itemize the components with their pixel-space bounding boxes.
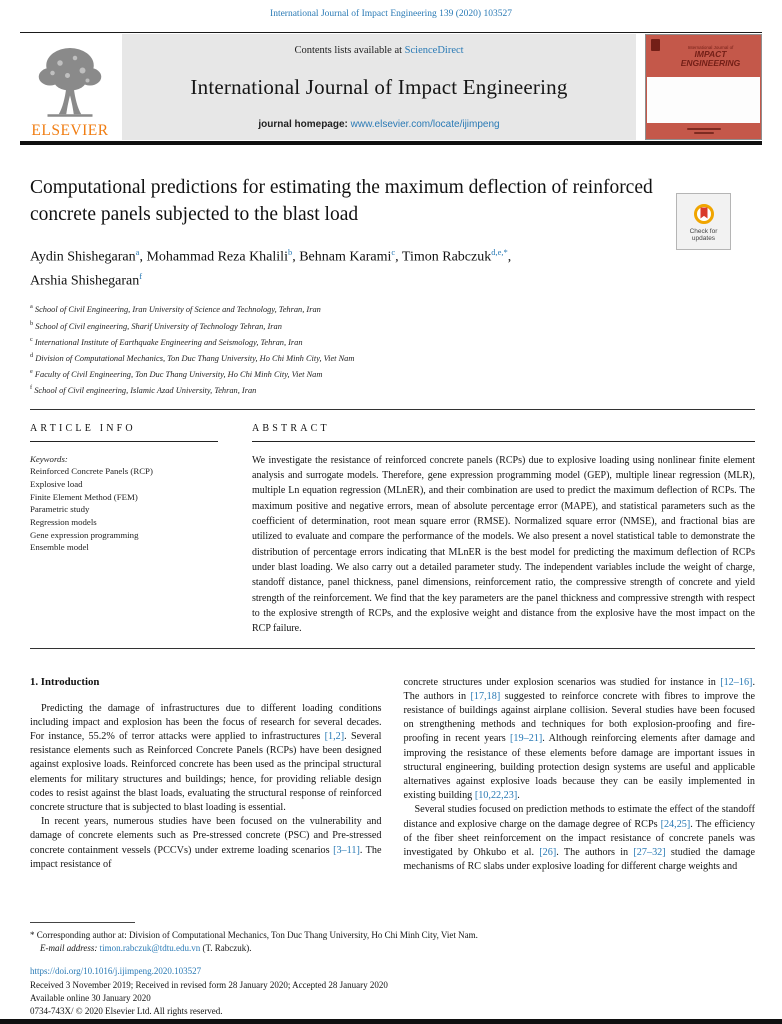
affiliation-row (30, 317, 752, 333)
introduction-section (30, 676, 755, 875)
text-run: . The efficiency of the fiber sheet reinforcement on the impact resistance of concrete panels was investigated by Ohkubo et al. (403, 818, 755, 859)
text-run: . Although reinforcing elements after damage and improving the resistance of these elements before damage are important issues in structural engineering, building protection design systems are useful and applicable alternatives against explosive loads because they can be easily implemented in existing building (403, 733, 755, 802)
text-run: Predicting the damage of infrastructures due to different loading conditions including impact and explosion has been the focus of research for several decades. For instance, 55.2% of terror attacks were applied to infrastructures (30, 702, 382, 743)
cover-header (646, 35, 761, 77)
body-columns (30, 676, 755, 875)
keyword-item: Explosive load (30, 478, 83, 489)
text-run: suggested to reinforce concrete with fibres to improve the resistance of buildings against airplane collision. Several studies have been focused on strengthening methods and techniques for both explosion-proofing and fire-proofing in recent years (403, 690, 755, 745)
text-run: . (517, 790, 520, 802)
affiliation-marker: b (30, 319, 34, 327)
author-line (30, 243, 752, 267)
keyword-item: Finite Element Method (FEM) (30, 491, 138, 502)
email-line (30, 942, 755, 955)
contents-line (294, 45, 463, 56)
keyword-item: Gene expression programming (30, 529, 139, 540)
text-run: . The authors in (403, 676, 755, 702)
page-footer (30, 922, 755, 1018)
elsevier-wordmark: ELSEVIER (31, 122, 109, 139)
article-info-abstract-section (30, 423, 755, 637)
available-online: Available online 30 January 2020 (30, 992, 151, 1003)
cover-journal-line: International Journal of (687, 45, 734, 50)
author-name: Mohammad Reza Khalili (146, 249, 288, 265)
author-affiliation-ref: f (139, 271, 143, 282)
elsevier-logo (20, 33, 120, 141)
doi-link[interactable]: https://doi.org/10.1016/j.ijimpeng.2020.103527 (30, 966, 202, 977)
journal-banner (122, 34, 636, 140)
body-paragraph (404, 803, 756, 874)
running-head-citation[interactable]: International Journal of Impact Engineering 139 (2020) 103527 (270, 9, 512, 19)
abstract-rule (252, 441, 755, 442)
affiliation-marker: c (30, 335, 33, 343)
text-run: . The impact resistance of (30, 844, 382, 870)
homepage-line (258, 119, 499, 130)
citation-link[interactable]: [26] (539, 847, 557, 859)
citation-link[interactable]: [27–32] (633, 847, 666, 859)
text-run: . Several resistance elements such as Reinforced Concrete Panels (RCPs) have been designed against explosive loads. Reinforced concrete has been used as the principal structural elements for military structures and buildings; hence, for providing reliable design codes to resist against the blast loads, evaluating the structural response of reinforced concrete structure that is subjected to blast loading is essential. (30, 731, 382, 814)
affiliation-marker: d (30, 351, 34, 359)
abstract-heading: ABSTRACT (252, 422, 330, 434)
abstract-text: We investigate the resistance of reinforced concrete panels (RCPs) due to explosive loading using nonlinear finite element analysis and surrogate models. Therefore, gene expression programming model (GEP), multiple linear regression (MLR), multiple Ln equation regression (MLnER), and their combination are used to predict the maximum deflection of RCPs. The maximum positive and negative errors, mean of absolute percentage error (MAPE), and statistical parameters such as the coefficient of determination, root mean square error (RMSE). Normalized square error (NMSE), and fractional bias are utilized to evaluate and compare the performance of the models. We also present a novel statistical table to demonstrate the distribution of percentage errors indicating that MLnER is the best model for predicting the maximum deflection of RCPs under blast loading. We also carry out a detailed parameter study. The independent variables include the weight of charge, standoff distance, panel thickness, panel dimensions, reinforcement ratio, the compressive strength of concrete and yield strength of the reinforcement. We find that the key parameters are the panel thickness and compressive strength with respect to the explosive strength of RCPs, and the explosive weight and distance from the explosive have the most impact on the RCP failure. (252, 454, 755, 635)
author-affiliation-ref: b (287, 247, 293, 257)
citation-link[interactable]: [17,18] (470, 690, 501, 702)
divider-below-abstract (30, 648, 755, 649)
article-info-rule (30, 441, 218, 442)
sciencedirect-link[interactable]: ScienceDirect (404, 45, 464, 56)
body-paragraph (30, 815, 382, 872)
affiliation-text: School of Civil Engineering, Iran University of Science and Technology, Tehran, Iran (32, 305, 321, 315)
text-run: In recent years, numerous studies have been focused on the vulnerability and damage of concrete elements such as Pre-stressed concrete (PSC) and Pre-stressed concrete containment vessels (PCCVs) under extreme loading scenarios (30, 816, 382, 856)
citation-link[interactable]: [1,2] (324, 731, 345, 743)
cover-title-line2: ENGINEERING (680, 58, 741, 68)
affiliation-text: Division of Computational Mechanics, Ton Duc Thang University, Ho Chi Minh City, Viet Nam (33, 353, 355, 363)
author-line (30, 267, 752, 291)
citation-link[interactable]: [12–16] (720, 676, 753, 688)
citation-link[interactable]: [24,25] (660, 818, 691, 830)
affiliation-row (30, 333, 752, 349)
keywords-label: Keywords: (30, 453, 68, 464)
received-dates: Received 3 November 2019; Received in revised form 28 January 2020; Accepted 28 January 2020 (30, 979, 388, 990)
author-name: Behnam Karami (299, 249, 392, 265)
keywords-list (30, 465, 218, 554)
check-for-updates-label: Check for updates (689, 227, 718, 242)
text-run: . The authors in (556, 847, 634, 859)
citation-link[interactable]: [3–11] (333, 844, 360, 856)
footnote-divider (30, 922, 135, 923)
keyword-item: Parametric study (30, 504, 90, 515)
bottom-rule (0, 1019, 782, 1024)
cover-elsevier-mark-icon (651, 39, 660, 51)
keywords-block (30, 453, 218, 555)
cover-white-band (647, 77, 760, 123)
author-affiliation-ref: a (135, 247, 140, 257)
article-title: Computational predictions for estimating the maximum deflection of reinforced concrete panels subjected to the blast load (30, 177, 653, 225)
keyword-item: Reinforced Concrete Panels (RCP) (30, 466, 153, 477)
author-name: Arshia Shishegaran (30, 273, 140, 289)
email-link[interactable]: timon.rabczuk@tdtu.edu.vn (99, 943, 201, 954)
check-for-updates-badge[interactable] (676, 193, 731, 250)
author-affiliation-ref: d,e,* (491, 247, 508, 257)
text-run: studied the damage mechanisms of RC slabs under explosive loading for different charge weights and (403, 847, 755, 873)
article-info-column (30, 423, 218, 637)
affiliation-text: School of Civil engineering, Sharif University of Technology Tehran, Iran (33, 321, 282, 331)
contents-prefix: Contents lists available at (294, 45, 405, 56)
elsevier-tree-icon (32, 43, 108, 123)
keyword-item: Regression models (30, 517, 97, 528)
citation-link[interactable]: [10,22,23] (474, 790, 518, 802)
author-list (30, 243, 752, 291)
affiliation-row (30, 381, 752, 397)
affiliation-marker: a (30, 303, 33, 311)
author-separator: , (507, 249, 512, 265)
introduction-heading: 1. Introduction (30, 675, 100, 688)
citation-link[interactable]: [19–21] (510, 733, 543, 745)
cover-title-line1: IMPACT (694, 49, 727, 59)
author-name: Timon Rabczuk (401, 249, 492, 265)
author-separator: , (139, 249, 147, 265)
author-name: Aydin Shishegaran (30, 249, 136, 265)
body-paragraph (30, 702, 382, 816)
issn-copyright: 0734-743X/ © 2020 Elsevier Ltd. All rights reserved. (30, 1006, 223, 1017)
author-affiliation-ref: c (391, 247, 396, 257)
text-run: concrete structures under explosion scenarios was studied for instance in (403, 676, 721, 688)
journal-cover-thumbnail (645, 34, 762, 140)
article-info-heading: ARTICLE INFO (30, 422, 136, 434)
affiliation-row (30, 349, 752, 365)
journal-masthead (20, 32, 762, 145)
email-label: E-mail address: (40, 943, 100, 954)
divider-above-article-info (30, 409, 755, 410)
cover-footer (646, 123, 761, 139)
abstract-column (252, 423, 755, 637)
crossmark-icon (692, 201, 716, 226)
body-column-right (404, 676, 756, 875)
affiliation-text: International Institute of Earthquake Engineering and Seismology, Tehran, Iran (32, 337, 303, 347)
cover-footer-mark (687, 128, 721, 130)
affiliation-row (30, 365, 752, 381)
homepage-url-link[interactable]: www.elsevier.com/locate/ijimpeng (350, 119, 500, 130)
homepage-prefix: journal homepage: (258, 119, 351, 130)
text-run: Several studies focused on prediction methods to estimate the effect of the standoff distance and explosive charge on the damage degree of RCPs (403, 804, 755, 830)
affiliation-marker: f (30, 384, 33, 392)
body-paragraph (404, 676, 756, 804)
keyword-item: Ensemble model (30, 542, 89, 553)
affiliation-row (30, 300, 752, 316)
affiliation-text: School of Civil engineering, Islamic Azad University, Tehran, Iran (32, 386, 257, 396)
affiliation-text: Faculty of Civil Engineering, Ton Duc Thang University, Ho Chi Minh City, Viet Nam (32, 369, 323, 379)
author-separator: , (395, 249, 402, 265)
affiliation-marker: e (30, 368, 33, 376)
corresponding-author-note: * Corresponding author at: Division of Computational Mechanics, Ton Duc Thang University, Ho Chi Minh City, Viet Nam. (30, 930, 478, 940)
author-separator: , (292, 249, 300, 265)
affiliation-list (30, 300, 752, 397)
cover-footer-mark (694, 132, 714, 134)
email-suffix: (T. Rabczuk). (200, 943, 252, 954)
body-column-left (30, 676, 382, 875)
journal-title: International Journal of Impact Engineering (190, 75, 568, 99)
